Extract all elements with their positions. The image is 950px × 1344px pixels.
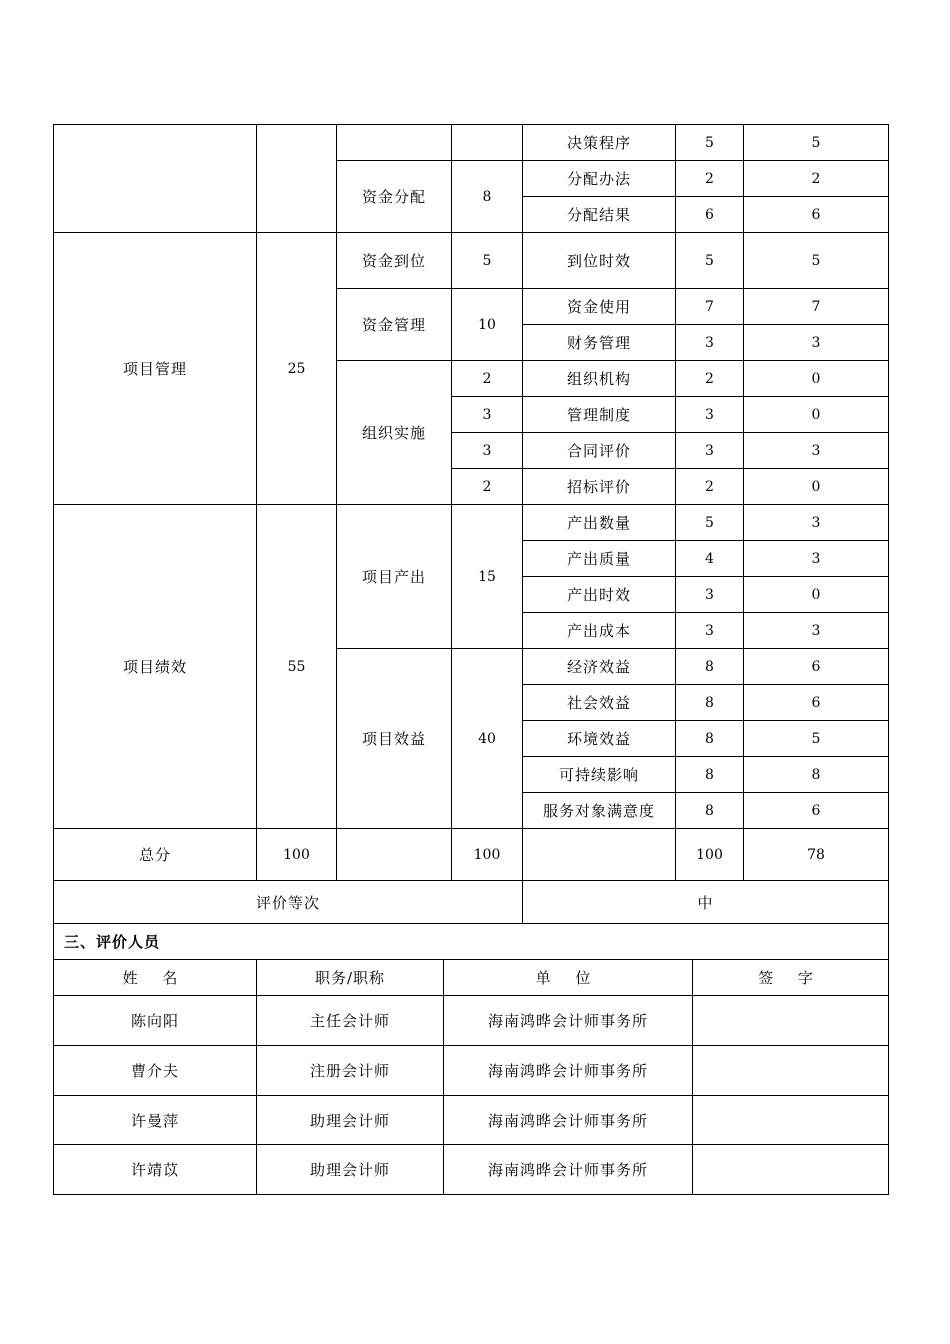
indicator-cell: 合同评价 xyxy=(523,433,676,469)
indicator-cell: 产出数量 xyxy=(523,505,676,541)
weight-cell: 3 xyxy=(676,577,744,613)
weight-cell: 2 xyxy=(676,469,744,505)
score-cell: 0 xyxy=(744,469,889,505)
sub-weight-cell: 3 xyxy=(452,433,523,469)
total-weight-cell: 100 xyxy=(257,829,337,881)
person-title: 助理会计师 xyxy=(257,1145,444,1195)
person-unit: 海南鸿晔会计师事务所 xyxy=(444,1096,693,1145)
score-cell: 0 xyxy=(744,577,889,613)
signature-cell xyxy=(693,996,889,1046)
weight-cell: 3 xyxy=(676,397,744,433)
category-cell: 项目绩效 xyxy=(54,505,257,829)
people-header-row xyxy=(54,960,889,996)
indicator-cell: 分配结果 xyxy=(523,197,676,233)
score-cell: 3 xyxy=(744,505,889,541)
score-cell: 3 xyxy=(744,541,889,577)
indicator-cell: 分配办法 xyxy=(523,161,676,197)
score-cell: 5 xyxy=(744,233,889,289)
score-cell: 6 xyxy=(744,197,889,233)
indicator-cell: 到位时效 xyxy=(523,233,676,289)
person-name: 陈向阳 xyxy=(54,996,257,1046)
group-weight-cell: 5 xyxy=(452,233,523,289)
grade-label: 评价等次 xyxy=(54,881,523,924)
weight-cell: 2 xyxy=(676,361,744,397)
weight-cell: 3 xyxy=(676,613,744,649)
group-name-cell: 资金管理 xyxy=(337,289,452,361)
weight-cell: 3 xyxy=(676,325,744,361)
group-name-cell: 项目产出 xyxy=(337,505,452,649)
header-name: 姓 名 xyxy=(54,960,257,996)
weight-cell: 8 xyxy=(676,649,744,685)
table-row xyxy=(54,996,889,1046)
person-name: 曹介夫 xyxy=(54,1046,257,1096)
score-cell: 5 xyxy=(744,721,889,757)
weight-cell: 8 xyxy=(676,793,744,829)
weight-cell: 6 xyxy=(676,197,744,233)
category-weight-cell: 25 xyxy=(257,233,337,505)
header-unit: 单 位 xyxy=(444,960,693,996)
section-title: 三、评价人员 xyxy=(54,924,889,960)
group-name-cell: 资金分配 xyxy=(337,161,452,233)
total-weight-cell: 100 xyxy=(452,829,523,881)
person-title: 注册会计师 xyxy=(257,1046,444,1096)
score-cell: 2 xyxy=(744,161,889,197)
empty-cell xyxy=(257,125,337,233)
weight-cell: 8 xyxy=(676,721,744,757)
person-unit: 海南鸿晔会计师事务所 xyxy=(444,1145,693,1195)
table-row xyxy=(54,1096,889,1145)
group-weight-cell: 15 xyxy=(452,505,523,649)
empty-cell xyxy=(337,829,452,881)
person-title: 主任会计师 xyxy=(257,996,444,1046)
signature-cell xyxy=(693,1046,889,1096)
score-cell: 3 xyxy=(744,325,889,361)
weight-cell: 5 xyxy=(676,233,744,289)
score-cell: 0 xyxy=(744,397,889,433)
header-title: 职务/职称 xyxy=(257,960,444,996)
indicator-cell: 环境效益 xyxy=(523,721,676,757)
total-weight-cell: 100 xyxy=(676,829,744,881)
indicator-cell: 招标评价 xyxy=(523,469,676,505)
indicator-cell: 经济效益 xyxy=(523,649,676,685)
person-name: 许曼萍 xyxy=(54,1096,257,1145)
indicator-cell: 组织机构 xyxy=(523,361,676,397)
table-row xyxy=(54,125,889,161)
evaluators-table xyxy=(53,959,889,1195)
weight-cell: 7 xyxy=(676,289,744,325)
group-weight-cell: 10 xyxy=(452,289,523,361)
person-title: 助理会计师 xyxy=(257,1096,444,1145)
sub-weight-cell: 2 xyxy=(452,469,523,505)
category-cell: 项目管理 xyxy=(54,233,257,505)
total-row xyxy=(54,829,889,881)
table-row xyxy=(54,1046,889,1096)
weight-cell: 5 xyxy=(676,505,744,541)
score-cell: 6 xyxy=(744,685,889,721)
score-cell: 8 xyxy=(744,757,889,793)
table-row xyxy=(54,233,889,289)
score-cell: 3 xyxy=(744,433,889,469)
evaluation-form xyxy=(53,124,888,1195)
empty-cell xyxy=(523,829,676,881)
score-cell: 6 xyxy=(744,649,889,685)
total-label: 总分 xyxy=(54,829,257,881)
indicator-cell: 决策程序 xyxy=(523,125,676,161)
weight-cell: 4 xyxy=(676,541,744,577)
signature-cell xyxy=(693,1145,889,1195)
group-weight-cell: 40 xyxy=(452,649,523,829)
indicator-cell: 产出时效 xyxy=(523,577,676,613)
grade-row xyxy=(54,881,889,924)
score-cell: 5 xyxy=(744,125,889,161)
score-cell: 0 xyxy=(744,361,889,397)
indicator-cell: 可持续影响 xyxy=(523,757,676,793)
table-row xyxy=(54,1145,889,1195)
person-name: 许靖苡 xyxy=(54,1145,257,1195)
score-cell: 3 xyxy=(744,613,889,649)
score-table xyxy=(53,124,889,960)
empty-cell xyxy=(452,125,523,161)
weight-cell: 8 xyxy=(676,685,744,721)
empty-cell xyxy=(337,125,452,161)
table-row xyxy=(54,505,889,541)
indicator-cell: 服务对象满意度 xyxy=(523,793,676,829)
weight-cell: 3 xyxy=(676,433,744,469)
sub-weight-cell: 3 xyxy=(452,397,523,433)
indicator-cell: 管理制度 xyxy=(523,397,676,433)
indicator-cell: 资金使用 xyxy=(523,289,676,325)
group-weight-cell: 8 xyxy=(452,161,523,233)
category-weight-cell: 55 xyxy=(257,505,337,829)
total-score-cell: 78 xyxy=(744,829,889,881)
group-name-cell: 资金到位 xyxy=(337,233,452,289)
indicator-cell: 产出成本 xyxy=(523,613,676,649)
indicator-cell: 财务管理 xyxy=(523,325,676,361)
weight-cell: 5 xyxy=(676,125,744,161)
grade-value: 中 xyxy=(523,881,889,924)
weight-cell: 2 xyxy=(676,161,744,197)
indicator-cell: 产出质量 xyxy=(523,541,676,577)
section-row xyxy=(54,924,889,960)
score-cell: 6 xyxy=(744,793,889,829)
person-unit: 海南鸿晔会计师事务所 xyxy=(444,996,693,1046)
score-cell: 7 xyxy=(744,289,889,325)
empty-cell xyxy=(54,125,257,233)
indicator-cell: 社会效益 xyxy=(523,685,676,721)
group-name-cell: 项目效益 xyxy=(337,649,452,829)
weight-cell: 8 xyxy=(676,757,744,793)
group-name-cell: 组织实施 xyxy=(337,361,452,505)
person-unit: 海南鸿晔会计师事务所 xyxy=(444,1046,693,1096)
header-signature: 签 字 xyxy=(693,960,889,996)
sub-weight-cell: 2 xyxy=(452,361,523,397)
signature-cell xyxy=(693,1096,889,1145)
